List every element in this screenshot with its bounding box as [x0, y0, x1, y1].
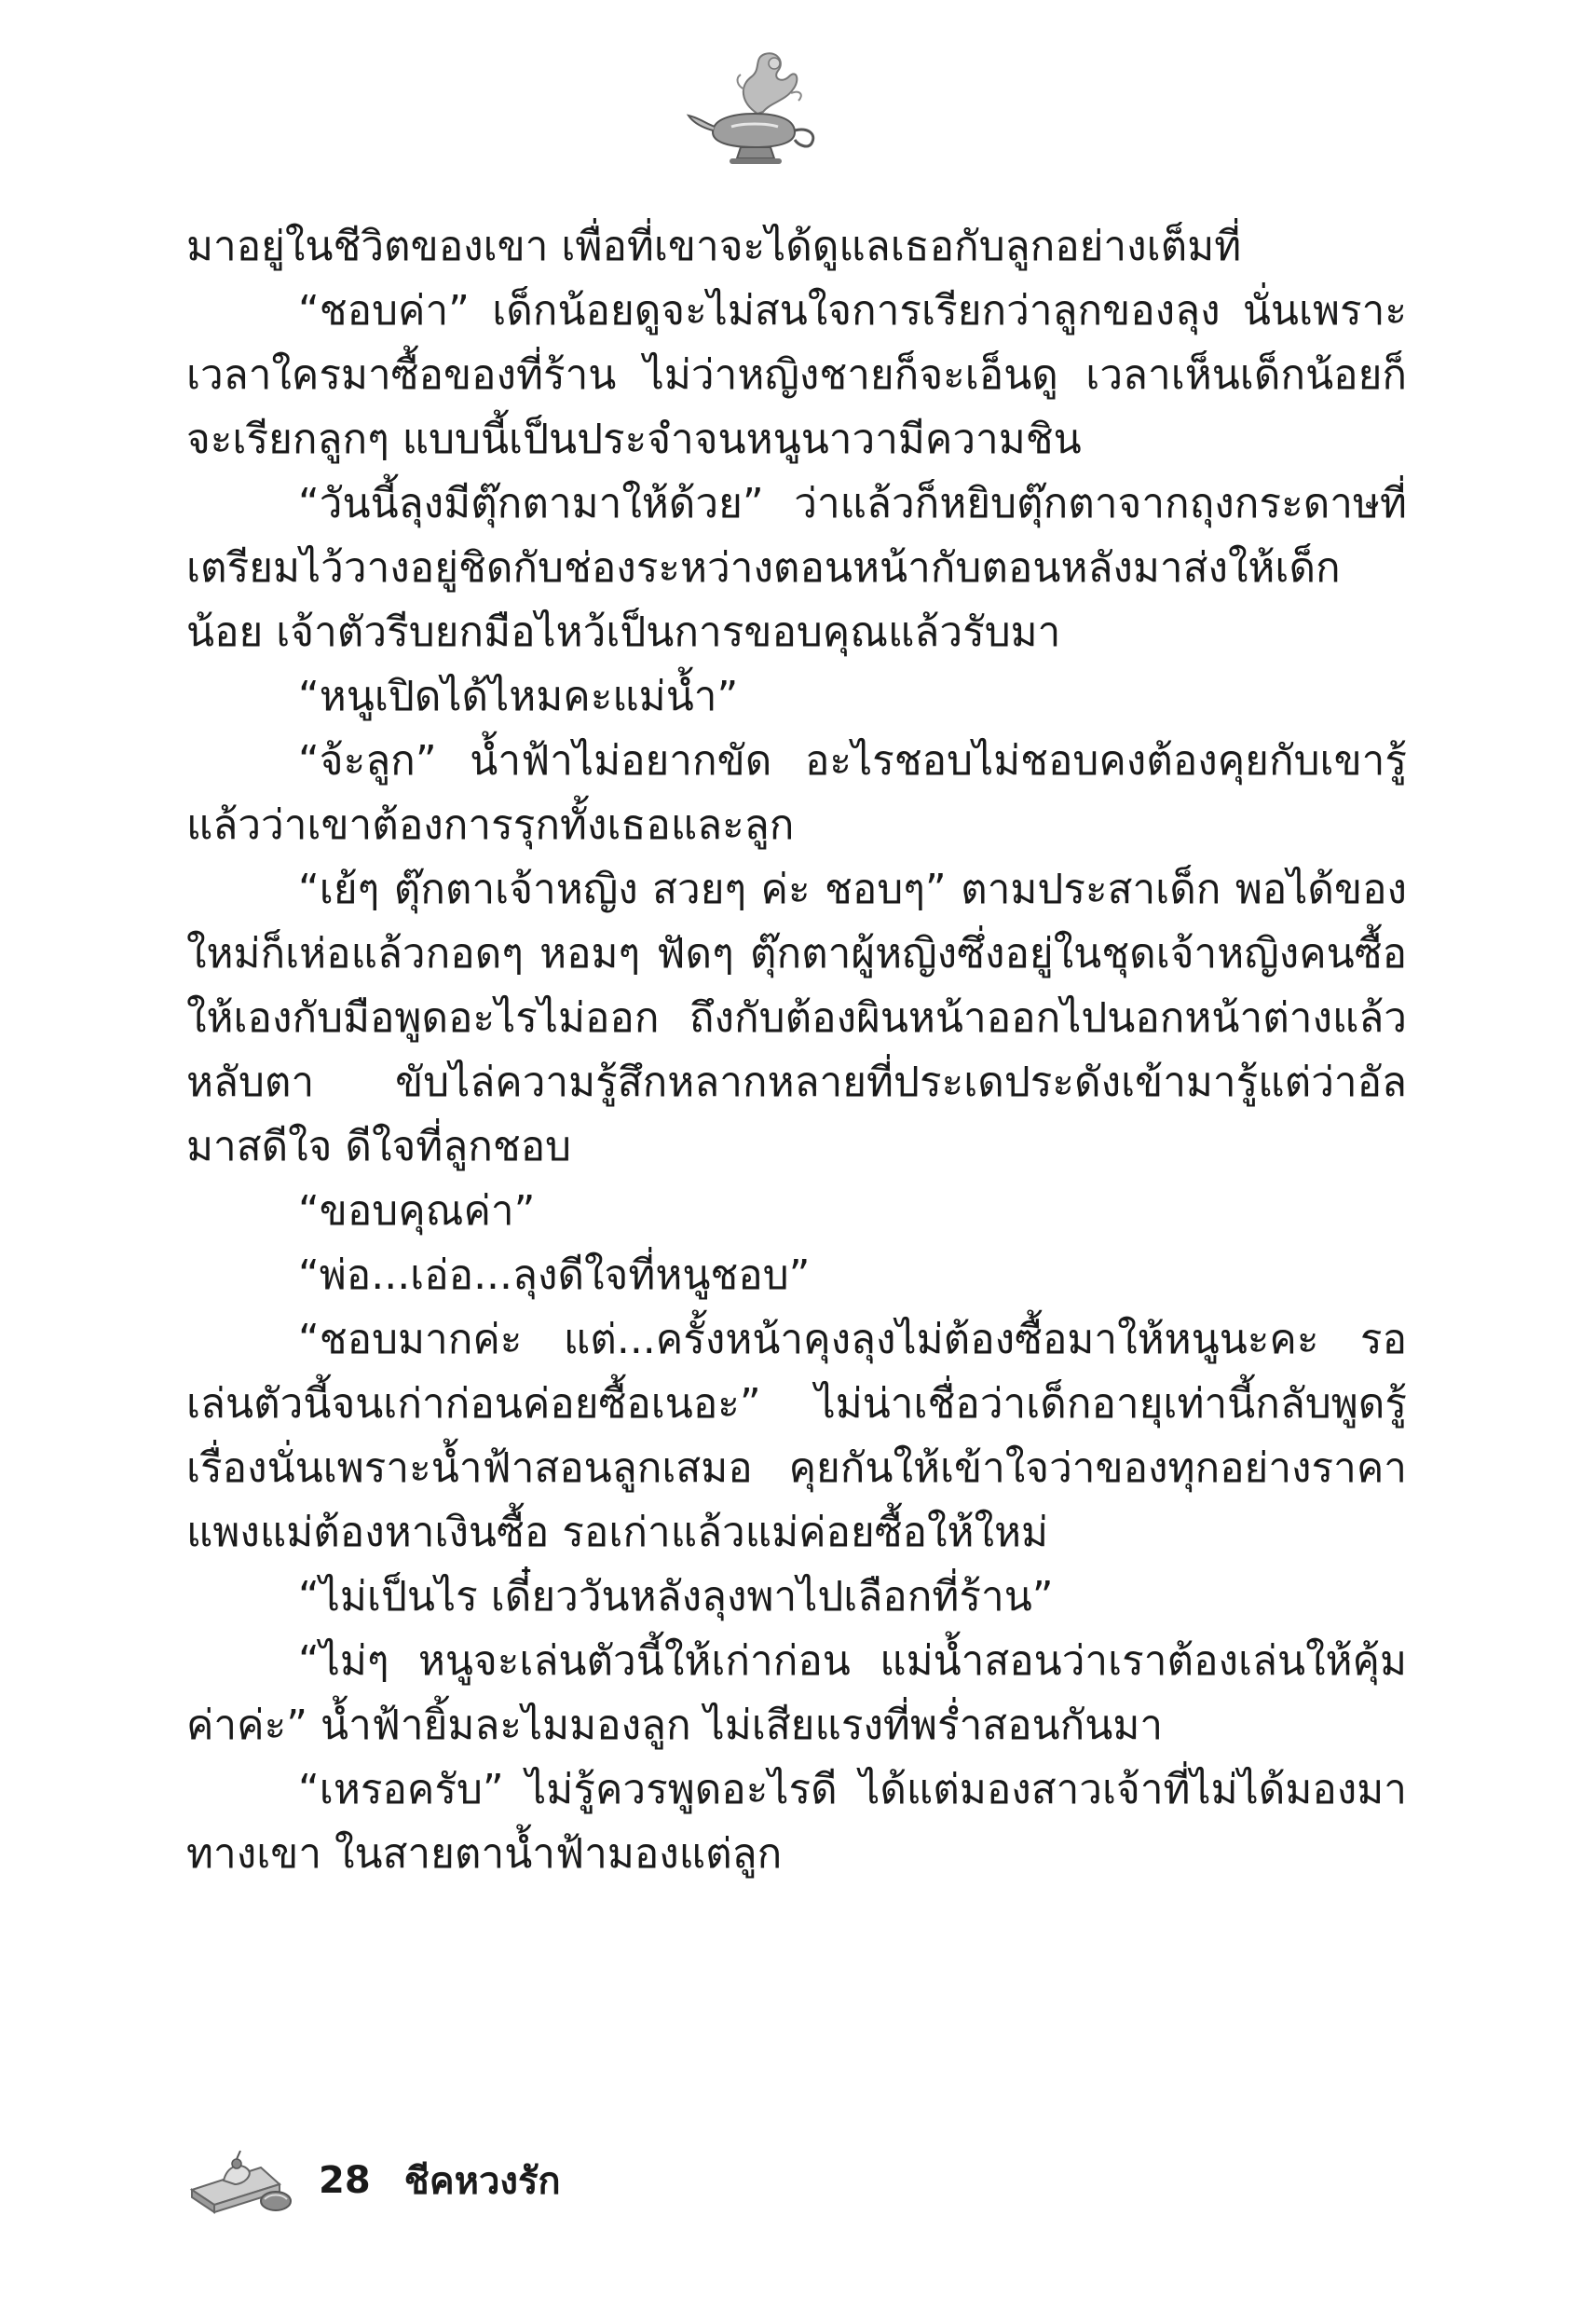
paragraph: “ไม่เป็นไร เดี๋ยววันหลังลุงพาไปเลือกที่ร้าน” — [298, 1573, 1054, 1620]
book-title: ชีคหวงรัก — [403, 2160, 561, 2203]
paragraph: “ชอบค่า” เด็กน้อยดูจะไม่สนใจการเรียกว่าลูกของลุง นั่นเพราะเวลาใครมาซื้อของที่ร้าน ไม่ว่าหญิงชายก็จะเอ็นดู เวลาเห็นเด็กน้อยก็จะเรียกลูกๆ แบบนี้เป็นประจำจนหนูนาวามีความชิน — [186, 287, 1407, 463]
paragraph: “จ้ะลูก” น้ำฟ้าไม่อยากขัด อะไรชอบไม่ชอบคงต้องคุยกับเขารู้แล้วว่าเขาต้องการรุกทั้งเธอและลูก — [186, 737, 1407, 849]
paragraph: “ชอบมากค่ะ แต่...ครั้งหน้าคุงลุงไม่ต้องซื้อมาให้หนูนะคะ รอเล่นตัวนี้จนเก่าก่อนค่อยซื้อเนอะ” ไม่น่าเชื่อว่าเด็กอายุเท่านี้กลับพูดรู้เรื่องนั่นเพราะน้ำฟ้าสอนลูกเสมอ คุยกันให้เข้าใจว่าของทุกอย่างราคาแพงแม่ต้องหาเงินซื้อ รอเก่าแล้วแม่ค่อยซื้อให้ใหม่ — [186, 1316, 1407, 1556]
paragraph: มาอยู่ในชีวิตของเขา เพื่อที่เขาจะได้ดูแลเธอกับลูกอย่างเต็มที่ — [186, 223, 1242, 270]
genie-lamp-icon — [685, 48, 825, 174]
paragraph: “ขอบคุณค่า” — [298, 1187, 536, 1235]
paragraph: “เหรอครับ” ไม่รู้ควรพูดอะไรดี ได้แต่มองสาวเจ้าที่ไม่ได้มองมาทางเขา ในสายตาน้ำฟ้ามองแต่ลูก — [186, 1766, 1407, 1878]
paragraph: “ไม่ๆ หนูจะเล่นตัวนี้ให้เก่าก่อน แม่น้ำสอนว่าเราต้องเล่นให้คุ้มค่าค่ะ” น้ำฟ้ายิ้มละไมมองลูก ไม่เสียแรงที่พร่ำสอนกันมา — [186, 1637, 1407, 1749]
chapter-text — [186, 214, 1407, 1886]
cake-slice-icon — [186, 2143, 298, 2218]
page-footer — [186, 2143, 561, 2218]
paragraph: “วันนี้ลุงมีตุ๊กตามาให้ด้วย” ว่าแล้วก็หยิบตุ๊กตาจากถุงกระดาษที่เตรียมไว้วางอยู่ชิดกับช่องระหว่างตอนหน้ากับตอนหลังมาส่งให้เด็กน้อย เจ้าตัวรีบยกมือไหว้เป็นการขอบคุณแล้วรับมา — [186, 480, 1407, 656]
paragraph: “พ่อ...เอ่อ...ลุงดีใจที่หนูชอบ” — [298, 1251, 811, 1299]
paragraph: “เย้ๆ ตุ๊กตาเจ้าหญิง สวยๆ ค่ะ ชอบๆ” ตามประสาเด็ก พอได้ของใหม่ก็เห่อแล้วกอดๆ หอมๆ ฟัดๆ ตุ๊กตาผู้หญิงซึ่งอยู่ในชุดเจ้าหญิงคนซื้อให้เองกับมือพูดอะไรไม่ออก ถึงกับต้องผินหน้าออกไปนอกหน้าต่างแล้วหลับตา ขับไล่ความรู้สึกหลากหลายที่ประเดประดังเข้ามารู้แต่ว่าอัลมาสดีใจ ดีใจที่ลูกชอบ — [186, 866, 1407, 1170]
page-number: 28 — [319, 2159, 371, 2202]
paragraph: “หนูเปิดได้ไหมคะแม่น้ำ” — [298, 673, 739, 720]
